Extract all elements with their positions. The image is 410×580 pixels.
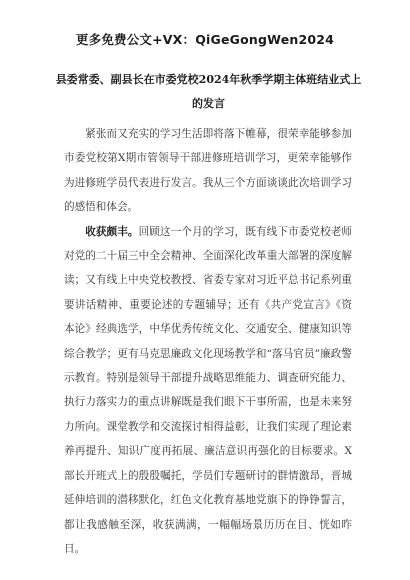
promo-header: 更多免费公文+VX：QiGeGongWen2024 — [75, 32, 335, 47]
harvest-paragraph-text: 回顾这一个月的学习，既有线下市委党校老师对党的二十届三中全会精神、全面深化改革重大部署的深度解读；又有线上中央党校教授、省委专家对习近平总书记系列重要讲话精神、重要论述的专题辅导；还有《共产党宣言》《资本论》经典选学，中华优秀传统文化、交通安全、健康知识等综合教学；更有马克思廉政文化现场教学和“落马官员”廉政警示教育。特别是领导干部提升战略思维能力、调查研究能力、执行力落实力的重点讲解既是我们眼下干事所需，也是未来努力所向。课堂教学和交流探讨相得益彰，让我们实现了理论素养再提升、知识广度再拓展、廉洁意识再强化的目标要求。X部长开班式上的殷殷嘱托，学员们专题研讨的群情激昂，晋城延伸培训的潜移默化，红色文化教育基地党旗下的铮铮誓言，都让我感触至深，收获满满，一幅幅场景历历在目、恍如昨日。 — [64, 225, 353, 555]
document-title: 县委常委、副县长在市委党校2024年秋季学期主体班结业式上的发言 — [55, 73, 362, 110]
document-body — [64, 122, 352, 561]
harvest-paragraph-lead: 收获颇丰。 — [85, 225, 139, 238]
harvest-paragraph — [64, 220, 352, 562]
intro-paragraph — [64, 122, 352, 220]
intro-paragraph-text: 紧张而又充实的学习生活即将落下帷幕，很荣幸能够参加市委党校第X期市管领导干部进修班培训学习，更荣幸能够作为进修班学员代表进行发言。我从三个方面谈谈此次培训学习的感悟和体会。 — [64, 128, 352, 214]
